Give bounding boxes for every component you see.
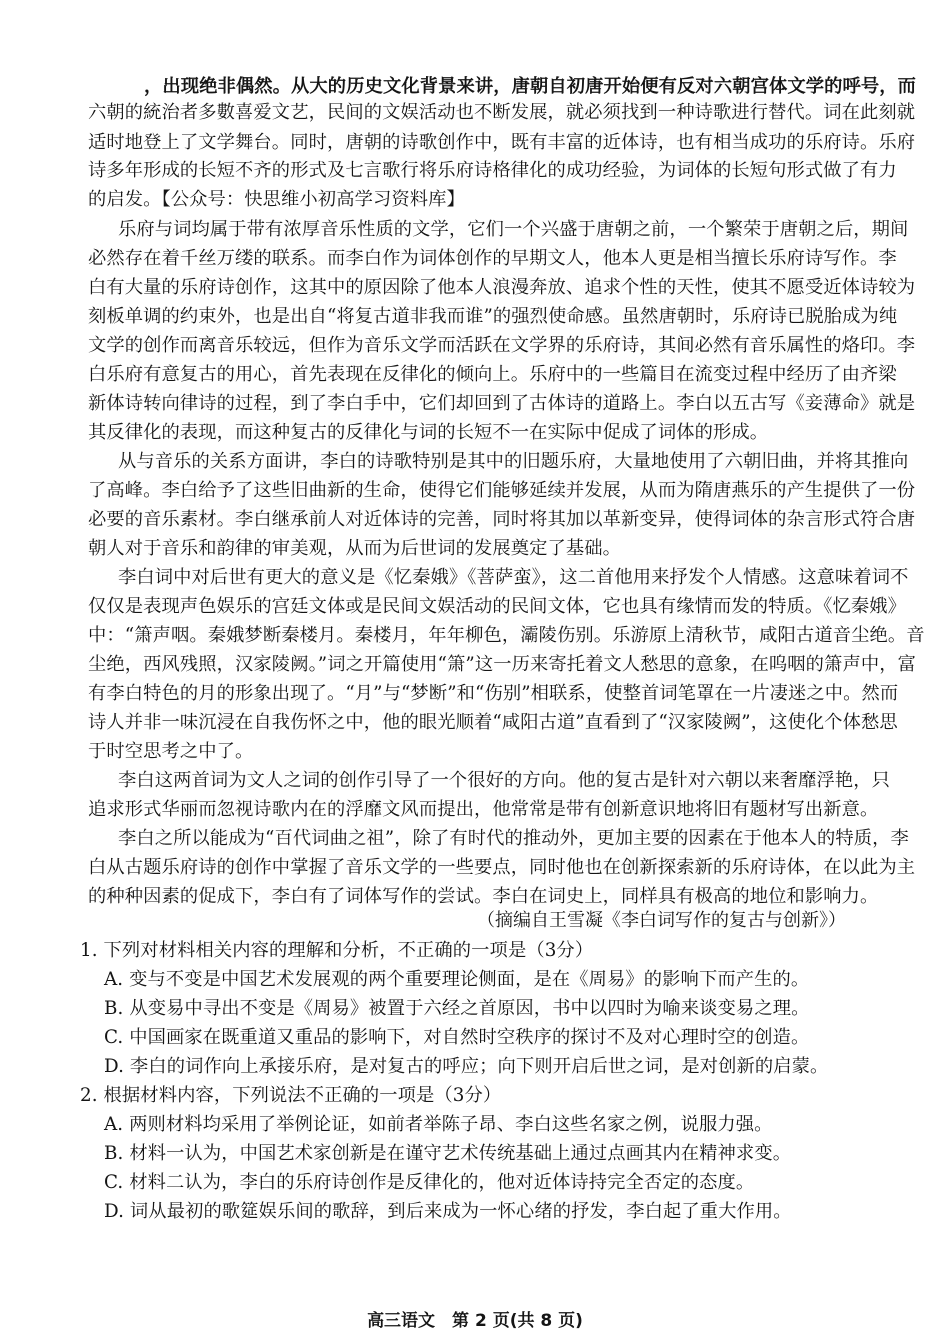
source-attribution: （摘编自王雪凝《李白词写作的复古与创新》）: [477, 910, 846, 931]
passage-line: 李白这两首词为文人之词的创作引导了一个很好的方向。他的复古是针对六朝以来奢靡浮艳，只: [118, 770, 891, 791]
passage-line: 了高峰。李白给予了这些旧曲新的生命，使得它们能够延续并发展，从而为隋唐燕乐的产生提供了一份: [88, 480, 916, 501]
question-2-option-a: A. 两则材料均采用了举例论证，如前者举陈子昂、李白这些名家之例，说服力强。: [104, 1114, 773, 1135]
question-1-option-c: C. 中国画家在既重道又重品的影响下，对自然时空秩序的探讨不及对心理时空的创造。: [104, 1027, 810, 1048]
page-footer: 高三语文 第 2 页(共 8 页): [367, 1311, 583, 1331]
passage-line: 李白词中对后世有更大的意义是《忆秦娥》《菩萨蛮》，这二首他用来抒发个人情感。这意味着词不: [118, 567, 909, 588]
question-stem-1: 1. 下列对材料相关内容的理解和分析，不正确的一项是（3分）: [80, 940, 594, 961]
passage-line: 白有大量的乐府诗创作，这其中的原因除了他本人浪漫奔放、追求个性的天性，使其不愿受近体诗较为: [88, 277, 916, 298]
passage-line: 仅仅是表现声色娱乐的宫廷文体或是民间文娱活动的民间文体，它也具有缘情而发的特质。《忆秦娥》: [88, 596, 907, 617]
passage-line: 六朝的統治者多數喜爱文艺，民间的文娱活动也不断发展，就必须找到一种诗歌进行替代。词在此刻就: [88, 102, 916, 123]
passage-line: 诗多年形成的长短不齐的形式及七言歌行将乐府诗格律化的成功经验，为词体的长短句形式做了有力: [88, 160, 897, 181]
passage-line: 其反律化的表现，而这种复古的反律化与词的长短不一在实际中促成了词体的形成。: [88, 422, 769, 443]
passage-line: 有李白特色的月的形象出现了。“月”与“梦断”和“伤别”相联系，使整首词笔罩在一片凄迷之中。然而: [88, 683, 899, 704]
passage-line: 追求形式华丽而忽视诗歌内在的浮靡文风而提出，他常常是带有创新意识地将旧有题材写出新意。: [88, 799, 879, 820]
passage-line: 白乐府有意复古的用心，首先表现在反律化的倾向上。乐府中的一些篇目在流变过程中经历了由齐梁: [88, 364, 897, 385]
passage-line: ，出现绝非偶然。从大的历史文化背景来讲，唐朝自初唐开始便有反对六朝宫体文学的呼号，而: [144, 76, 917, 97]
passage-line: 刻板单调的约束外，也是出自“将复古道非我而谁”的强烈使命感。虽然唐朝时，乐府诗已脱胎成为纯: [88, 306, 898, 327]
passage-line: 尘绝，西风残照，汉家陵阙。”词之开篇使用“箫”这一历来寄托着文人愁思的意象，在呜咽的箫声中，富: [88, 654, 916, 675]
passage-line: 朝人对于音乐和韵律的审美观，从而为后世词的发展奠定了基础。: [88, 538, 622, 559]
passage-line: 必要的音乐素材。李白继承前人对近体诗的完善，同时将其加以革新变异，使得词体的杂言形式符合唐: [88, 509, 916, 530]
passage-line: 从与音乐的关系方面讲，李白的诗歌特别是其中的旧题乐府，大量地使用了六朝旧曲，并将其推向: [118, 451, 909, 472]
passage-line: 于时空思考之中了。: [88, 741, 254, 762]
question-1-option-a: A. 变与不变是中国艺术发展观的两个重要理论侧面，是在《周易》的影响下而产生的。: [104, 969, 810, 990]
passage-line: 白从古题乐府诗的创作中掌握了音乐文学的一些要点，同时他也在创新探索新的乐府诗体，在以此为主: [88, 857, 916, 878]
passage-line: 诗人并非一味沉浸在自我伤怀之中，他的眼光顺着“咸阳古道”直看到了“汉家陵阙”，这使化个体愁思: [88, 712, 898, 733]
question-stem-2: 2. 根据材料内容，下列说法不正确的一项是（3分）: [80, 1085, 502, 1106]
passage-line: 新体诗转向律诗的过程，到了李白手中，它们却回到了古体诗的道路上。李白以五古写《妾薄命》就是: [88, 393, 916, 414]
passage-line: 必然存在着千丝万缕的联系。而李白作为词体创作的早期文人，他本人更是相当擅长乐府诗写作。李: [88, 248, 897, 269]
question-2-option-d: D. 词从最初的歌筵娱乐间的歌辞，到后来成为一怀心绪的抒发，李白起了重大作用。: [104, 1201, 792, 1222]
passage-line: 乐府与词均属于带有浓厚音乐性质的文学，它们一个兴盛于唐朝之前，一个繁荣于唐朝之后，期间: [118, 219, 909, 240]
question-2-option-c: C. 材料二认为，李白的乐府诗创作是反律化的，他对近体诗持完全否定的态度。: [104, 1172, 755, 1193]
passage-line: 中：“箫声咽。秦娥梦断秦楼月。秦楼月，年年柳色，灞陵伤别。乐游原上清秋节，咸阳古道音尘绝。音: [88, 625, 925, 646]
question-1-option-d: D. 李白的词作向上承接乐府，是对复古的呼应；向下则开启后世之词，是对创新的启蒙。: [104, 1056, 829, 1077]
passage-line: 的种种因素的促成下，李白有了词体写作的尝试。李白在词史上，同样具有极高的地位和影响力。: [88, 886, 879, 907]
question-1-option-b: B. 从变易中寻出不变是《周易》被置于六经之首原因，书中以四时为喻来谈变易之理。: [104, 998, 810, 1019]
question-2-option-b: B. 材料一认为，中国艺术家创新是在谨守艺术传统基础上通过点画其内在精神求变。: [104, 1143, 792, 1164]
passage-line: 适时地登上了文学舞台。同时，唐朝的诗歌创作中，既有丰富的近体诗，也有相当成功的乐府诗。乐府: [88, 132, 916, 153]
passage-line: 李白之所以能成为“百代词曲之祖”，除了有时代的推动外，更加主要的因素在于他本人的特质，李: [118, 828, 909, 849]
passage-line: 的启发。【公众号：快思维小初高学习资料库】: [88, 189, 465, 210]
passage-line: 文学的创作而离音乐较远，但作为音乐文学而活跃在文学界的乐府诗，其间必然有音乐属性的烙印。李: [88, 335, 916, 356]
